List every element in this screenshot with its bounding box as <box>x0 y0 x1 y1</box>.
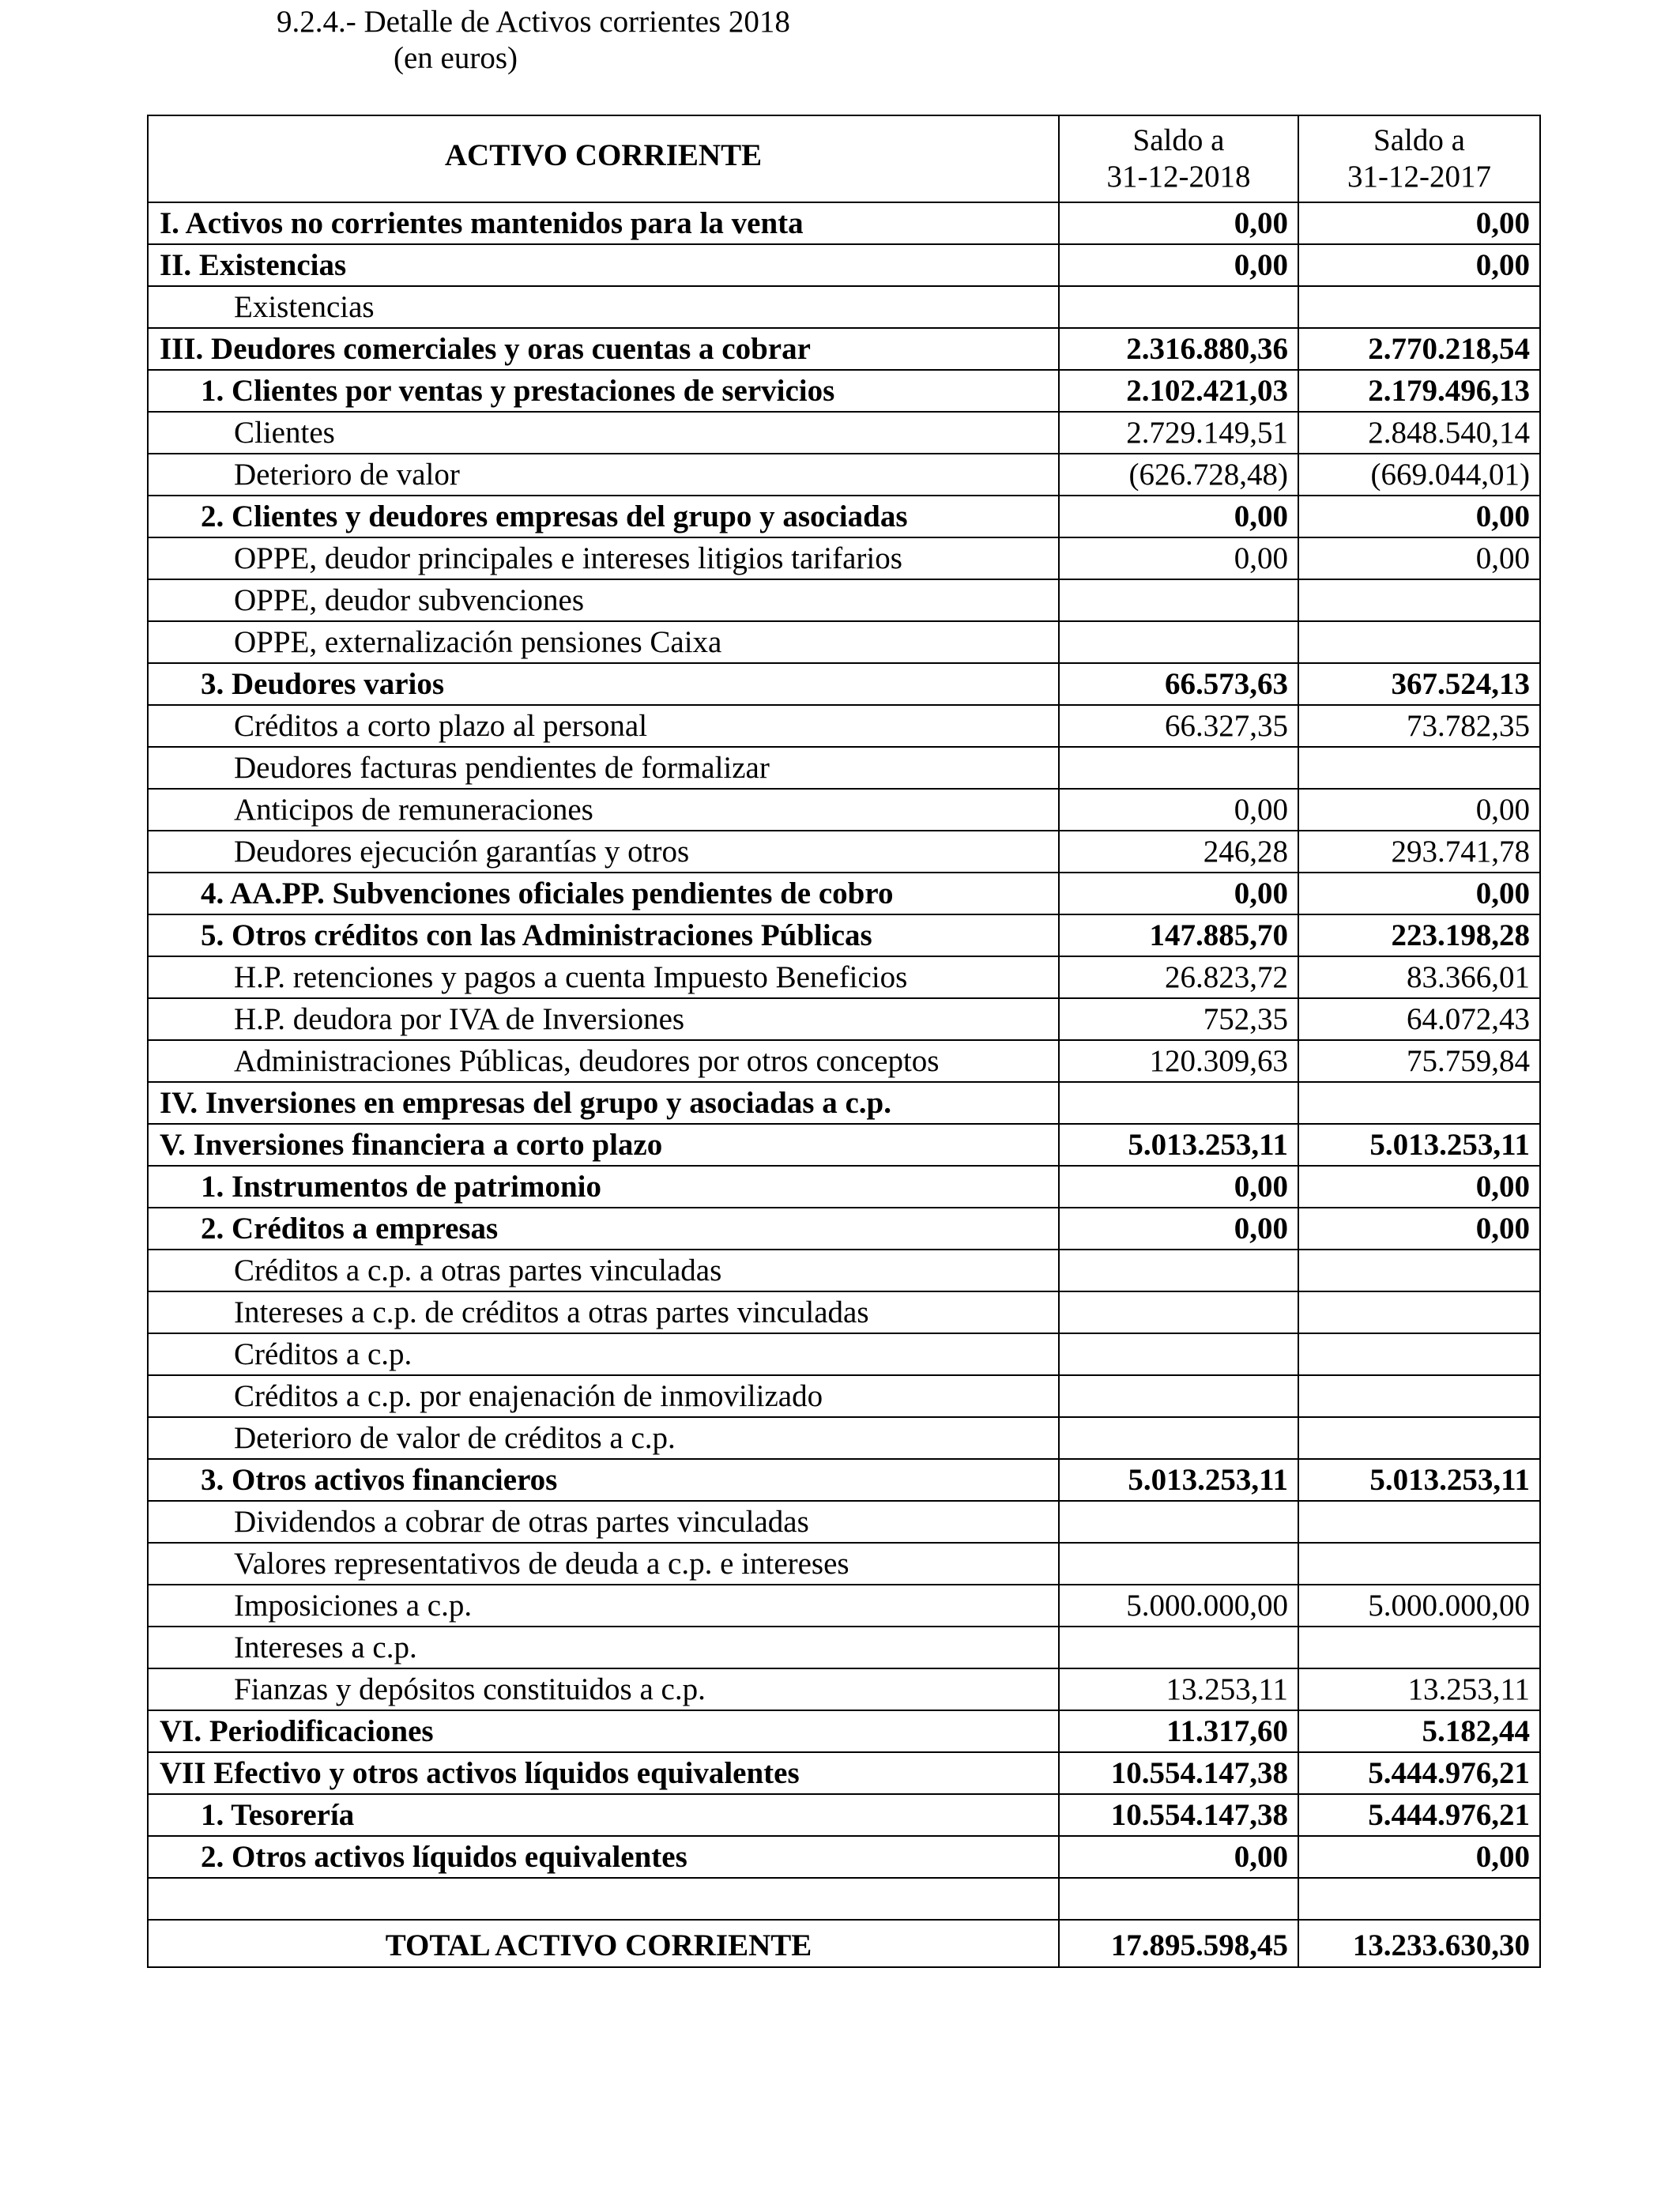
row-value-2017 <box>1298 1250 1540 1291</box>
row-label: Deudores facturas pendientes de formalizar <box>148 747 1059 789</box>
table-row <box>148 747 1540 789</box>
row-label: Deterioro de valor <box>148 454 1059 496</box>
table-row <box>148 244 1540 286</box>
row-value-2018: 2.102.421,03 <box>1059 370 1298 412</box>
row-value-2018 <box>1059 286 1298 328</box>
row-label: Imposiciones a c.p. <box>148 1585 1059 1627</box>
row-value-2017 <box>1298 747 1540 789</box>
row-value-2018 <box>1059 1291 1298 1333</box>
table-row <box>148 1250 1540 1291</box>
row-value-2017: 0,00 <box>1298 1208 1540 1250</box>
row-value-2017: 2.179.496,13 <box>1298 370 1540 412</box>
table-row <box>148 1543 1540 1585</box>
row-value-2017: 2.848.540,14 <box>1298 412 1540 454</box>
row-value-2017: 293.741,78 <box>1298 831 1540 873</box>
row-value-2018: 0,00 <box>1059 1208 1298 1250</box>
row-value-2017: 0,00 <box>1298 1836 1540 1878</box>
table-row <box>148 705 1540 747</box>
row-label: 5. Otros créditos con las Administraciones Públicas <box>148 914 1059 956</box>
table-row <box>148 663 1540 705</box>
row-value-2018: 11.317,60 <box>1059 1710 1298 1752</box>
row-value-2017: 5.013.253,11 <box>1298 1459 1540 1501</box>
row-label: Deudores ejecución garantías y otros <box>148 831 1059 873</box>
table-row <box>148 914 1540 956</box>
row-value-2018: 5.000.000,00 <box>1059 1585 1298 1627</box>
table-row <box>148 454 1540 496</box>
row-label: I. Activos no corrientes mantenidos para la venta <box>148 202 1059 244</box>
row-value-2018 <box>1059 621 1298 663</box>
row-value-2017 <box>1298 1291 1540 1333</box>
table-row <box>148 1668 1540 1710</box>
row-value-2017: 83.366,01 <box>1298 956 1540 998</box>
row-label: H.P. deudora por IVA de Inversiones <box>148 998 1059 1040</box>
column-header-2018-line2: 31-12-2018 <box>1106 160 1251 194</box>
total-value-2018: 17.895.598,45 <box>1059 1920 1298 1967</box>
row-label: Valores representativos de deuda a c.p. e intereses <box>148 1543 1059 1585</box>
row-value-2017: 5.182,44 <box>1298 1710 1540 1752</box>
row-value-2018: 66.327,35 <box>1059 705 1298 747</box>
column-header-2018-line1: Saldo a <box>1132 123 1225 157</box>
table-row <box>148 412 1540 454</box>
table-row <box>148 537 1540 579</box>
row-value-2017: 5.000.000,00 <box>1298 1585 1540 1627</box>
total-row <box>148 1920 1540 1967</box>
row-label: OPPE, externalización pensiones Caixa <box>148 621 1059 663</box>
row-label: Intereses a c.p. <box>148 1627 1059 1668</box>
table-row <box>148 1375 1540 1417</box>
row-value-2017 <box>1298 286 1540 328</box>
row-value-2017: 0,00 <box>1298 537 1540 579</box>
row-value-2017 <box>1298 621 1540 663</box>
row-label: III. Deudores comerciales y oras cuentas a cobrar <box>148 328 1059 370</box>
row-label: VI. Periodificaciones <box>148 1710 1059 1752</box>
row-label: Créditos a corto plazo al personal <box>148 705 1059 747</box>
row-value-2018: 752,35 <box>1059 998 1298 1040</box>
row-value-2018 <box>1059 1082 1298 1124</box>
row-label: Administraciones Públicas, deudores por otros conceptos <box>148 1040 1059 1082</box>
row-value-2018: 0,00 <box>1059 496 1298 537</box>
column-header-2018 <box>1059 115 1298 202</box>
table-row <box>148 1333 1540 1375</box>
total-label: TOTAL ACTIVO CORRIENTE <box>148 1920 1059 1967</box>
row-label: Anticipos de remuneraciones <box>148 789 1059 831</box>
row-value-2017: 0,00 <box>1298 496 1540 537</box>
table-row <box>148 1459 1540 1501</box>
row-value-2017: 73.782,35 <box>1298 705 1540 747</box>
row-value-2017: 0,00 <box>1298 789 1540 831</box>
table-header-row <box>148 115 1540 202</box>
row-value-2017: 64.072,43 <box>1298 998 1540 1040</box>
row-value-2018: 0,00 <box>1059 873 1298 914</box>
table-row <box>148 621 1540 663</box>
table-row <box>148 1501 1540 1543</box>
row-value-2018 <box>1059 1375 1298 1417</box>
row-value-2017: 2.770.218,54 <box>1298 328 1540 370</box>
table-row <box>148 1040 1540 1082</box>
row-value-2018: 147.885,70 <box>1059 914 1298 956</box>
table-row <box>148 998 1540 1040</box>
row-value-2018: 0,00 <box>1059 1836 1298 1878</box>
row-label: 4. AA.PP. Subvenciones oficiales pendientes de cobro <box>148 873 1059 914</box>
table-row <box>148 496 1540 537</box>
row-value-2017: 75.759,84 <box>1298 1040 1540 1082</box>
row-value-2017: 0,00 <box>1298 202 1540 244</box>
row-label: OPPE, deudor subvenciones <box>148 579 1059 621</box>
row-label: Fianzas y depósitos constituidos a c.p. <box>148 1668 1059 1710</box>
row-value-2018 <box>1059 1627 1298 1668</box>
row-label: 1. Tesorería <box>148 1794 1059 1836</box>
row-value-2018: 246,28 <box>1059 831 1298 873</box>
row-label: VII Efectivo y otros activos líquidos equivalentes <box>148 1752 1059 1794</box>
row-value-2018: 120.309,63 <box>1059 1040 1298 1082</box>
table-row <box>148 328 1540 370</box>
row-value-2017: 0,00 <box>1298 873 1540 914</box>
current-assets-table <box>147 115 1541 1968</box>
table-row <box>148 956 1540 998</box>
row-value-2018: (626.728,48) <box>1059 454 1298 496</box>
table-row <box>148 831 1540 873</box>
row-value-2017 <box>1298 1417 1540 1459</box>
row-label: Créditos a c.p. <box>148 1333 1059 1375</box>
row-value-2018: 0,00 <box>1059 789 1298 831</box>
row-value-2018 <box>1059 1250 1298 1291</box>
table-row <box>148 286 1540 328</box>
table-row <box>148 370 1540 412</box>
row-label: Intereses a c.p. de créditos a otras partes vinculadas <box>148 1291 1059 1333</box>
row-value-2018 <box>1059 1543 1298 1585</box>
row-value-2017 <box>1298 1501 1540 1543</box>
table-row <box>148 1124 1540 1166</box>
row-label: V. Inversiones financiera a corto plazo <box>148 1124 1059 1166</box>
row-label: 3. Otros activos financieros <box>148 1459 1059 1501</box>
row-value-2017 <box>1298 1543 1540 1585</box>
row-label: Existencias <box>148 286 1059 328</box>
spacer-cell <box>1298 1878 1540 1920</box>
table-row <box>148 789 1540 831</box>
row-label: 1. Instrumentos de patrimonio <box>148 1166 1059 1208</box>
table-row <box>148 1710 1540 1752</box>
table-row <box>148 873 1540 914</box>
table-row <box>148 1627 1540 1668</box>
table-row <box>148 1208 1540 1250</box>
spacer-row <box>148 1878 1540 1920</box>
table-row <box>148 1752 1540 1794</box>
document-title: 9.2.4.- Detalle de Activos corrientes 2018 <box>277 5 790 39</box>
row-label: 1. Clientes por ventas y prestaciones de servicios <box>148 370 1059 412</box>
row-value-2018 <box>1059 1417 1298 1459</box>
document-subtitle: (en euros) <box>394 41 518 75</box>
row-label: 3. Deudores varios <box>148 663 1059 705</box>
column-header-2017-line2: 31-12-2017 <box>1347 160 1491 194</box>
row-value-2018: 66.573,63 <box>1059 663 1298 705</box>
row-value-2017: 5.444.976,21 <box>1298 1794 1540 1836</box>
row-label: Dividendos a cobrar de otras partes vinculadas <box>148 1501 1059 1543</box>
table-row <box>148 579 1540 621</box>
table-row <box>148 1794 1540 1836</box>
column-header-2017-line1: Saldo a <box>1373 123 1465 157</box>
row-label: II. Existencias <box>148 244 1059 286</box>
row-value-2018: 0,00 <box>1059 1166 1298 1208</box>
row-value-2017 <box>1298 1375 1540 1417</box>
table-row <box>148 1166 1540 1208</box>
row-value-2018 <box>1059 747 1298 789</box>
spacer-cell <box>1059 1878 1298 1920</box>
row-value-2018: 5.013.253,11 <box>1059 1124 1298 1166</box>
row-value-2018: 0,00 <box>1059 202 1298 244</box>
row-label: Créditos a c.p. por enajenación de inmovilizado <box>148 1375 1059 1417</box>
row-value-2018: 2.316.880,36 <box>1059 328 1298 370</box>
table-row <box>148 1082 1540 1124</box>
table-row <box>148 1585 1540 1627</box>
row-value-2017 <box>1298 579 1540 621</box>
row-value-2017: (669.044,01) <box>1298 454 1540 496</box>
row-value-2017: 5.444.976,21 <box>1298 1752 1540 1794</box>
row-label: Deterioro de valor de créditos a c.p. <box>148 1417 1059 1459</box>
row-label: H.P. retenciones y pagos a cuenta Impuesto Beneficios <box>148 956 1059 998</box>
row-value-2017: 367.524,13 <box>1298 663 1540 705</box>
row-value-2017 <box>1298 1627 1540 1668</box>
table-body <box>148 202 1540 1967</box>
row-value-2018: 26.823,72 <box>1059 956 1298 998</box>
row-label: 2. Otros activos líquidos equivalentes <box>148 1836 1059 1878</box>
row-label: Clientes <box>148 412 1059 454</box>
row-value-2018 <box>1059 579 1298 621</box>
row-value-2017: 223.198,28 <box>1298 914 1540 956</box>
row-value-2017: 5.013.253,11 <box>1298 1124 1540 1166</box>
row-value-2018: 5.013.253,11 <box>1059 1459 1298 1501</box>
row-value-2017 <box>1298 1333 1540 1375</box>
column-header-label: ACTIVO CORRIENTE <box>148 115 1059 202</box>
row-value-2017 <box>1298 1082 1540 1124</box>
table-row <box>148 202 1540 244</box>
row-value-2017: 0,00 <box>1298 244 1540 286</box>
row-value-2018: 13.253,11 <box>1059 1668 1298 1710</box>
row-label: 2. Créditos a empresas <box>148 1208 1059 1250</box>
table-row <box>148 1836 1540 1878</box>
row-value-2017: 13.253,11 <box>1298 1668 1540 1710</box>
row-label: Créditos a c.p. a otras partes vinculadas <box>148 1250 1059 1291</box>
spacer-cell <box>148 1878 1059 1920</box>
table-row <box>148 1291 1540 1333</box>
row-label: IV. Inversiones en empresas del grupo y asociadas a c.p. <box>148 1082 1059 1124</box>
table-row <box>148 1417 1540 1459</box>
row-value-2018: 10.554.147,38 <box>1059 1794 1298 1836</box>
row-label: 2. Clientes y deudores empresas del grupo y asociadas <box>148 496 1059 537</box>
row-value-2018: 0,00 <box>1059 537 1298 579</box>
row-value-2017: 0,00 <box>1298 1166 1540 1208</box>
row-value-2018: 2.729.149,51 <box>1059 412 1298 454</box>
row-value-2018: 10.554.147,38 <box>1059 1752 1298 1794</box>
row-label: OPPE, deudor principales e intereses litigios tarifarios <box>148 537 1059 579</box>
total-value-2017: 13.233.630,30 <box>1298 1920 1540 1967</box>
row-value-2018: 0,00 <box>1059 244 1298 286</box>
column-header-2017 <box>1298 115 1540 202</box>
row-value-2018 <box>1059 1501 1298 1543</box>
row-value-2018 <box>1059 1333 1298 1375</box>
